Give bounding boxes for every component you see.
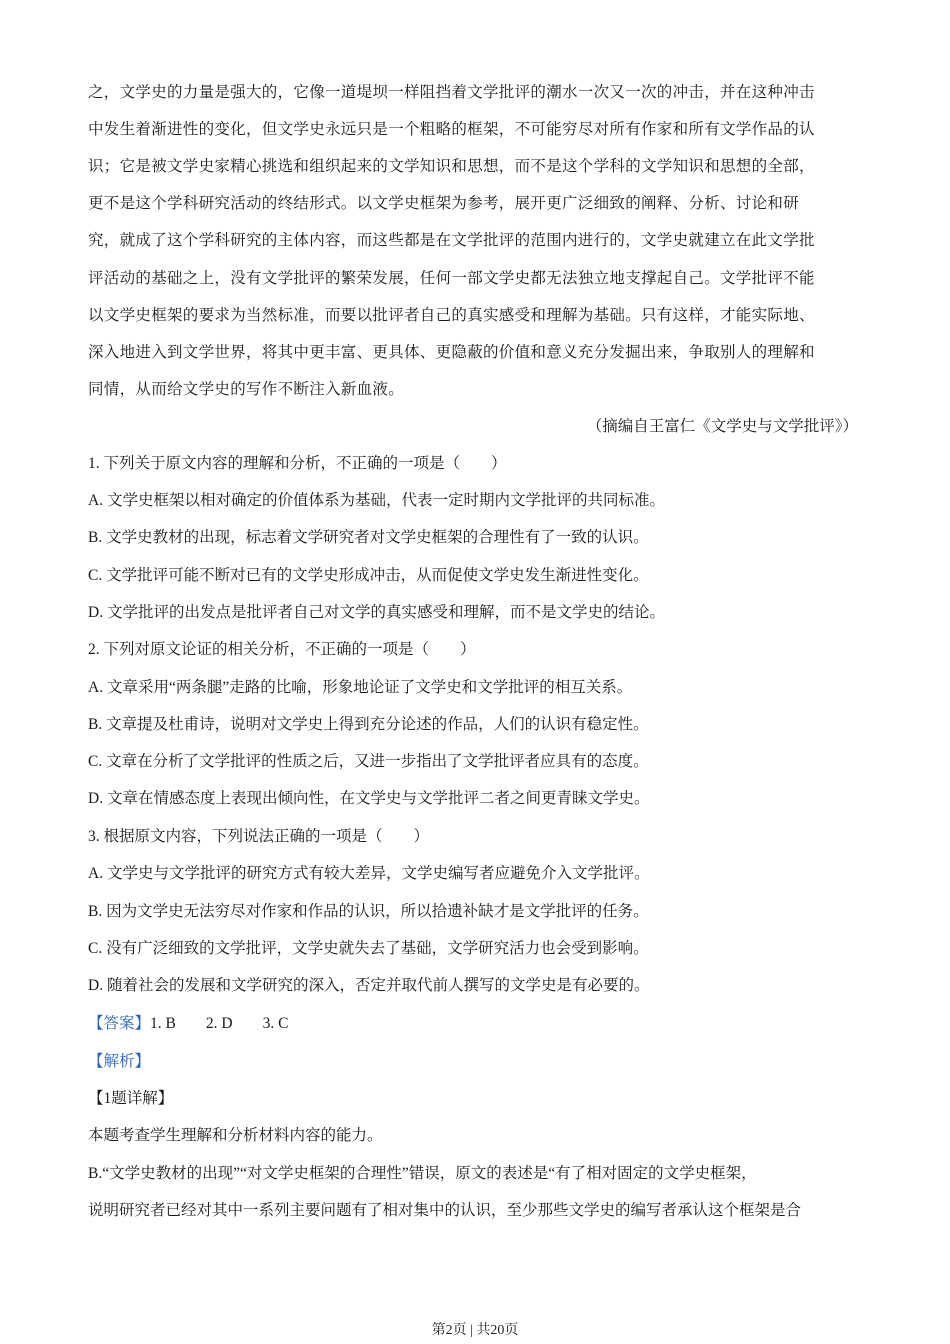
question-stem-3: 3. 根据原文内容，下列说法正确的一项是（ ） bbox=[88, 828, 430, 845]
option-3a: A. 文学史与文学批评的研究方式有较大差异，文学史编写者应避免介入文学批评。 bbox=[88, 865, 650, 882]
passage-line: 深入地进入到文学世界，将其中更丰富、更具体、更隐蔽的价值和意义充分发掘出来，争取别人的理解和 bbox=[88, 343, 815, 361]
option-3d: D. 随着社会的发展和文学研究的深入，否定并取代前人撰写的文学史是有必要的。 bbox=[88, 977, 650, 994]
detail-line: 本题考查学生理解和分析材料内容的能力。 bbox=[88, 1127, 383, 1144]
option-3b: B. 因为文学史无法穷尽对作家和作品的认识，所以拾遗补缺才是文学批评的任务。 bbox=[88, 903, 649, 920]
option-2c: C. 文章在分析了文学批评的性质之后，又进一步指出了文学批评者应具有的态度。 bbox=[88, 753, 649, 770]
answer-label: 【答案】 bbox=[88, 1015, 151, 1032]
passage-line: 更不是这个学科研究活动的终结形式。以文学史框架为参考，展开更广泛细致的阐释、分析、讨论和研 bbox=[88, 194, 800, 212]
detail-line: B.“文学史教材的出现”“对文学史框架的合理性”错误，原文的表述是“有了相对固定的文学史框架， bbox=[88, 1165, 757, 1182]
passage-line: 同情，从而给文学史的写作不断注入新血液。 bbox=[88, 380, 405, 398]
page-footer: 第2页 | 共20页 bbox=[431, 1323, 519, 1338]
option-1c: C. 文学批评可能不断对已有的文学史形成冲击，从而促使文学史发生渐进性变化。 bbox=[88, 567, 649, 584]
source-citation: （摘编自王富仁《文学史与文学批评》） bbox=[586, 417, 858, 435]
question-stem-1: 1. 下列关于原文内容的理解和分析，不正确的一项是（ ） bbox=[88, 455, 507, 472]
analysis-label: 【解析】 bbox=[88, 1053, 151, 1070]
passage-line: 中发生着渐进性的变化，但文学史永远只是一个粗略的框架，不可能穷尽对所有作家和所有文学作品的认 bbox=[88, 120, 815, 138]
option-1d: D. 文学批评的出发点是批评者自己对文学的真实感受和理解，而不是文学史的结论。 bbox=[88, 604, 665, 621]
option-1a: A. 文学史框架以相对确定的价值体系为基础，代表一定时期内文学批评的共同标准。 bbox=[88, 492, 665, 509]
option-2a: A. 文章采用“两条腿”走路的比喻，形象地论证了文学史和文学批评的相互关系。 bbox=[88, 679, 633, 696]
option-2b: B. 文章提及杜甫诗，说明对文学史上得到充分论述的作品，人们的认识有稳定性。 bbox=[88, 716, 649, 733]
detail-heading: 【1题详解】 bbox=[88, 1090, 174, 1107]
answer-row bbox=[88, 1014, 868, 1034]
answer-item: 1. B bbox=[150, 1015, 176, 1032]
passage-line: 识；它是被文学史家精心挑选和组织起来的文学知识和思想，而不是这个学科的文学知识和思想的全部， bbox=[88, 157, 815, 175]
option-2d: D. 文章在情感态度上表现出倾向性，在文学史与文学批评二者之间更青睐文学史。 bbox=[88, 790, 650, 807]
passage-line: 之，文学史的力量是强大的，它像一道堤坝一样阻挡着文学批评的潮水一次又一次的冲击，并在这种冲击 bbox=[88, 83, 815, 101]
detail-line: 说明研究者已经对其中一系列主要问题有了相对集中的认识，至少那些文学史的编写者承认这个框架是合 bbox=[88, 1202, 802, 1219]
passage-line: 评活动的基础之上，没有文学批评的繁荣发展，任何一部文学史都无法独立地支撑起自己。文学批评不能 bbox=[88, 269, 815, 287]
question-stem-2: 2. 下列对原文论证的相关分析，不正确的一项是（ ） bbox=[88, 641, 476, 658]
answer-item: 3. C bbox=[262, 1015, 289, 1032]
option-3c: C. 没有广泛细致的文学批评，文学史就失去了基础，文学研究活力也会受到影响。 bbox=[88, 940, 649, 957]
option-1b: B. 文学史教材的出现，标志着文学研究者对文学史框架的合理性有了一致的认识。 bbox=[88, 529, 649, 546]
passage-line: 究，就成了这个学科研究的主体内容，而这些都是在文学批评的范围内进行的，文学史就建立在此文学批 bbox=[88, 231, 815, 249]
passage-line: 以文学史框架的要求为当然标准，而要以批评者自己的真实感受和理解为基础。只有这样，才能实际地、 bbox=[88, 306, 815, 324]
answer-item: 2. D bbox=[205, 1015, 233, 1032]
